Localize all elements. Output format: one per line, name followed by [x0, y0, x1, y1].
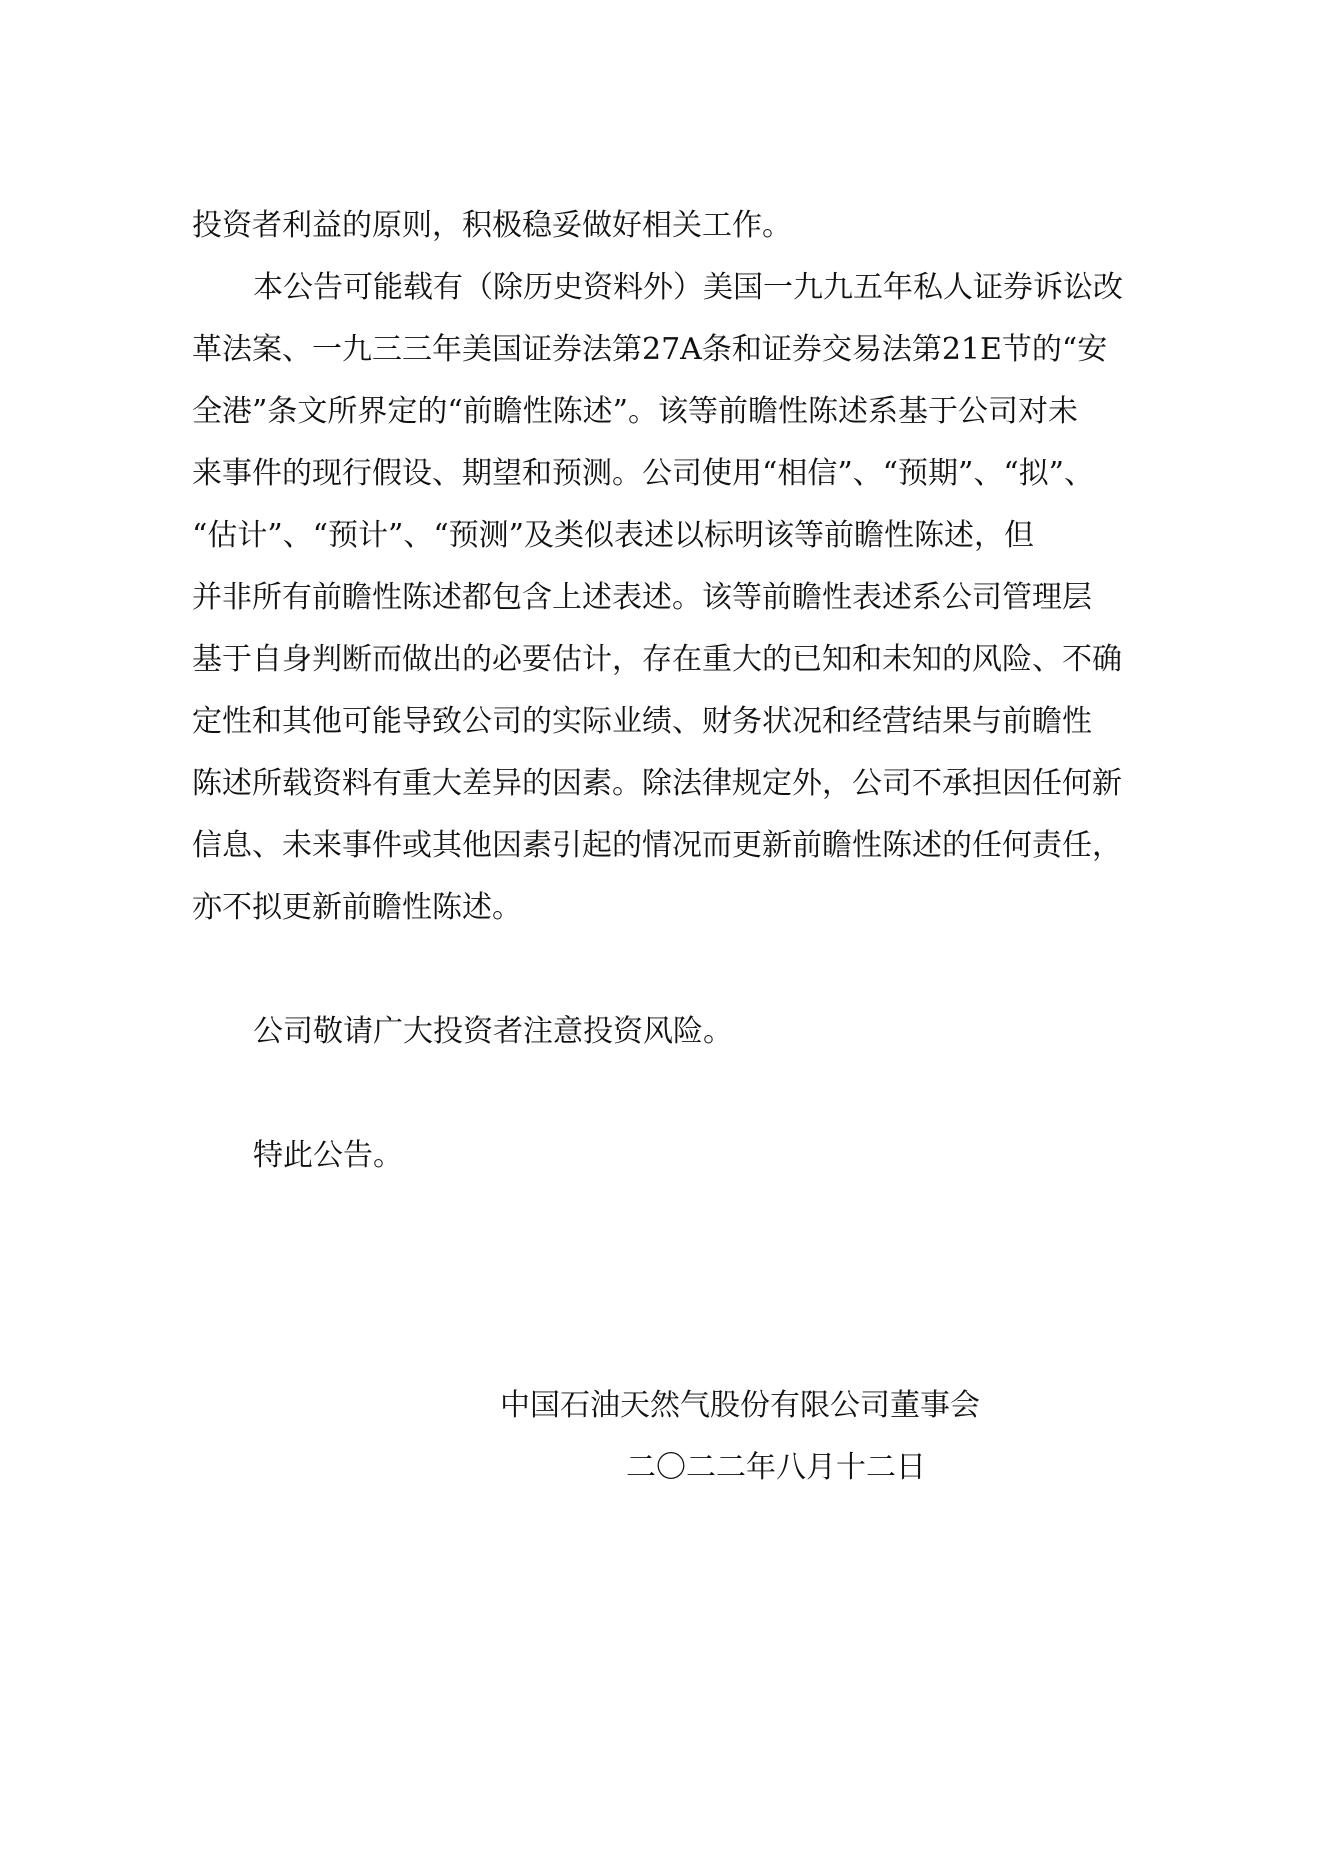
risk-notice: 公司敬请广大投资者注意投资风险。	[253, 1014, 733, 1049]
paragraph-line-2: 本公告可能载有（除历史资料外）美国一九九五年私人证券诉讼改	[253, 270, 1123, 305]
paragraph-line-12: 亦不拟更新前瞻性陈述。	[192, 890, 522, 925]
closing-statement: 特此公告。	[253, 1138, 403, 1173]
paragraph-line-11: 信息、未来事件或其他因素引起的情况而更新前瞻性陈述的任何责任，	[192, 828, 1122, 863]
signatory: 中国石油天然气股份有限公司董事会	[500, 1388, 980, 1423]
paragraph-line-3: 革法案、一九三三年美国证券法第27A条和证券交易法第21E节的“安	[192, 332, 1108, 367]
announcement-date: 二〇二二年八月十二日	[626, 1450, 926, 1485]
paragraph-line-6: “估计”、“预计”、“预测”及类似表述以标明该等前瞻性陈述，但	[192, 518, 1035, 553]
paragraph-line-8: 基于自身判断而做出的必要估计，存在重大的已知和未知的风险、不确	[192, 642, 1122, 677]
paragraph-line-1: 投资者利益的原则，积极稳妥做好相关工作。	[192, 208, 792, 243]
paragraph-line-7: 并非所有前瞻性陈述都包含上述表述。该等前瞻性表述系公司管理层	[192, 580, 1092, 615]
paragraph-line-9: 定性和其他可能导致公司的实际业绩、财务状况和经营结果与前瞻性	[192, 704, 1092, 739]
paragraph-line-10: 陈述所载资料有重大差异的因素。除法律规定外，公司不承担因任何新	[192, 766, 1122, 801]
paragraph-line-5: 来事件的现行假设、期望和预测。公司使用“相信”、“预期”、“拟”、	[192, 456, 1095, 491]
paragraph-line-4: 全港”条文所界定的“前瞻性陈述”。该等前瞻性陈述系基于公司对未	[192, 394, 1079, 429]
